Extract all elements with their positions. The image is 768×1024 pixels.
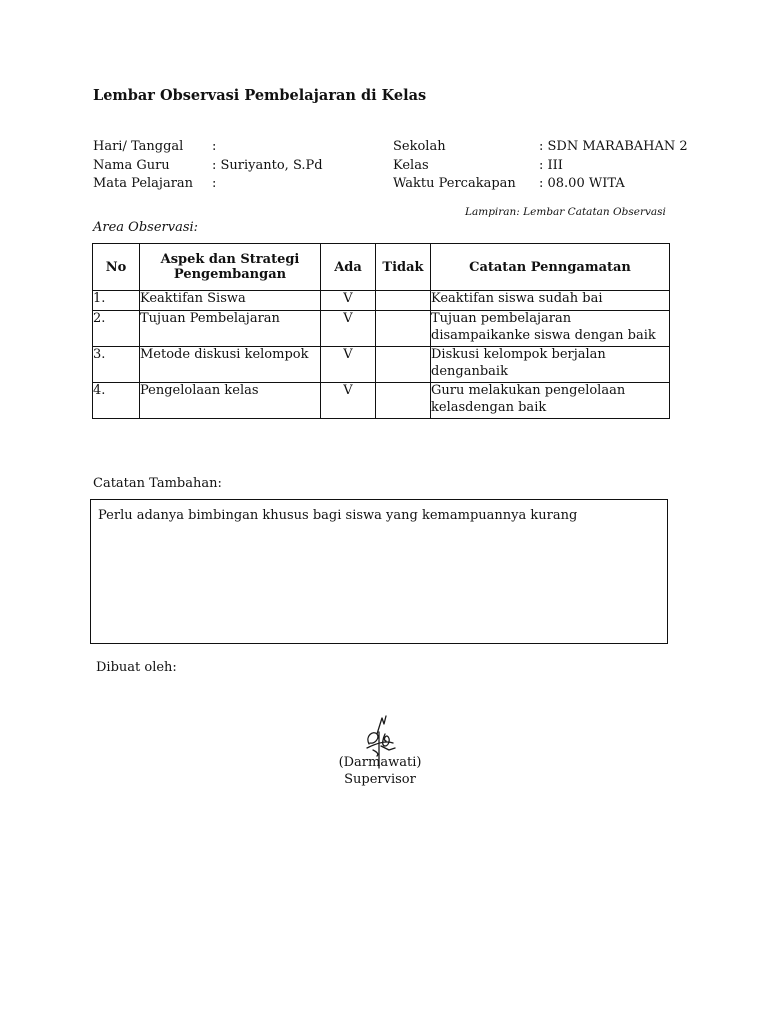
row-catatan: Guru melakukan pengelolaan kelasdengan baik [431,383,670,419]
info-value: : [212,139,217,154]
header-ada: Ada [321,244,376,291]
info-value: : Suriyanto, S.Pd [212,157,323,173]
row-ada: V [321,383,376,419]
row-no: 2. [93,311,140,347]
row-ada: V [321,347,376,383]
info-row-sekolah [393,138,688,157]
row-tidak [376,383,431,419]
table-row [93,291,670,311]
table-row [93,347,670,383]
info-row-hari-tanggal [93,138,323,157]
header-no: No [93,244,140,291]
signer-role: Supervisor [344,772,416,787]
row-catatan: Tujuan pembelajaran disampaikanke siswa dengan baik [431,311,670,347]
info-value: : [212,176,217,191]
info-row-kelas [393,157,688,176]
row-ada: V [321,291,376,311]
info-value: : III [539,157,563,173]
observation-table [92,243,670,419]
info-label: Sekolah [393,139,446,154]
row-tidak [376,291,431,311]
row-no: 1. [93,291,140,311]
info-row-waktu [393,175,688,194]
info-label: Mata Pelajaran [93,176,194,191]
header-aspek: Aspek dan Strategi Pengembangan [140,244,321,291]
table-header-row [93,244,670,291]
lampiran-note: Lampiran: Lembar Catatan Observasi [465,206,666,218]
catatan-tambahan-label: Catatan Tambahan: [93,476,222,491]
header-tidak: Tidak [376,244,431,291]
info-left-block [93,138,323,194]
catatan-tambahan-text: Perlu adanya bimbingan khusus bagi siswa yang kemampuannya kurang [98,508,578,523]
info-label: Nama Guru [93,157,170,173]
info-label: Waktu Percakapan [393,176,516,191]
row-aspek: Tujuan Pembelajaran [140,311,321,347]
table-row [93,311,670,347]
row-catatan: Diskusi kelompok berjalan denganbaik [431,347,670,383]
table-row [93,383,670,419]
header-catatan: Catatan Penngamatan [431,244,670,291]
info-value: : 08.00 WITA [539,176,625,191]
signer-name: (Darmawati) [338,755,422,770]
row-aspek: Pengelolaan kelas [140,383,321,419]
document-title: Lembar Observasi Pembelajaran di Kelas [93,87,427,104]
info-right-block [393,138,688,194]
dibuat-oleh-label: Dibuat oleh: [96,660,177,675]
row-catatan: Keaktifan siswa sudah bai [431,291,670,311]
row-ada: V [321,311,376,347]
info-value: : SDN MARABAHAN 2 [539,139,688,154]
info-label: Hari/ Tanggal [93,139,184,154]
row-aspek: Keaktifan Siswa [140,291,321,311]
row-tidak [376,311,431,347]
info-row-nama-guru [93,157,323,176]
info-label: Kelas [393,157,429,173]
info-row-mata-pelajaran [93,175,323,194]
area-observasi-label: Area Observasi: [93,220,199,235]
row-no: 4. [93,383,140,419]
row-aspek: Metode diskusi kelompok [140,347,321,383]
catatan-tambahan-box [90,499,668,644]
row-no: 3. [93,347,140,383]
row-tidak [376,347,431,383]
